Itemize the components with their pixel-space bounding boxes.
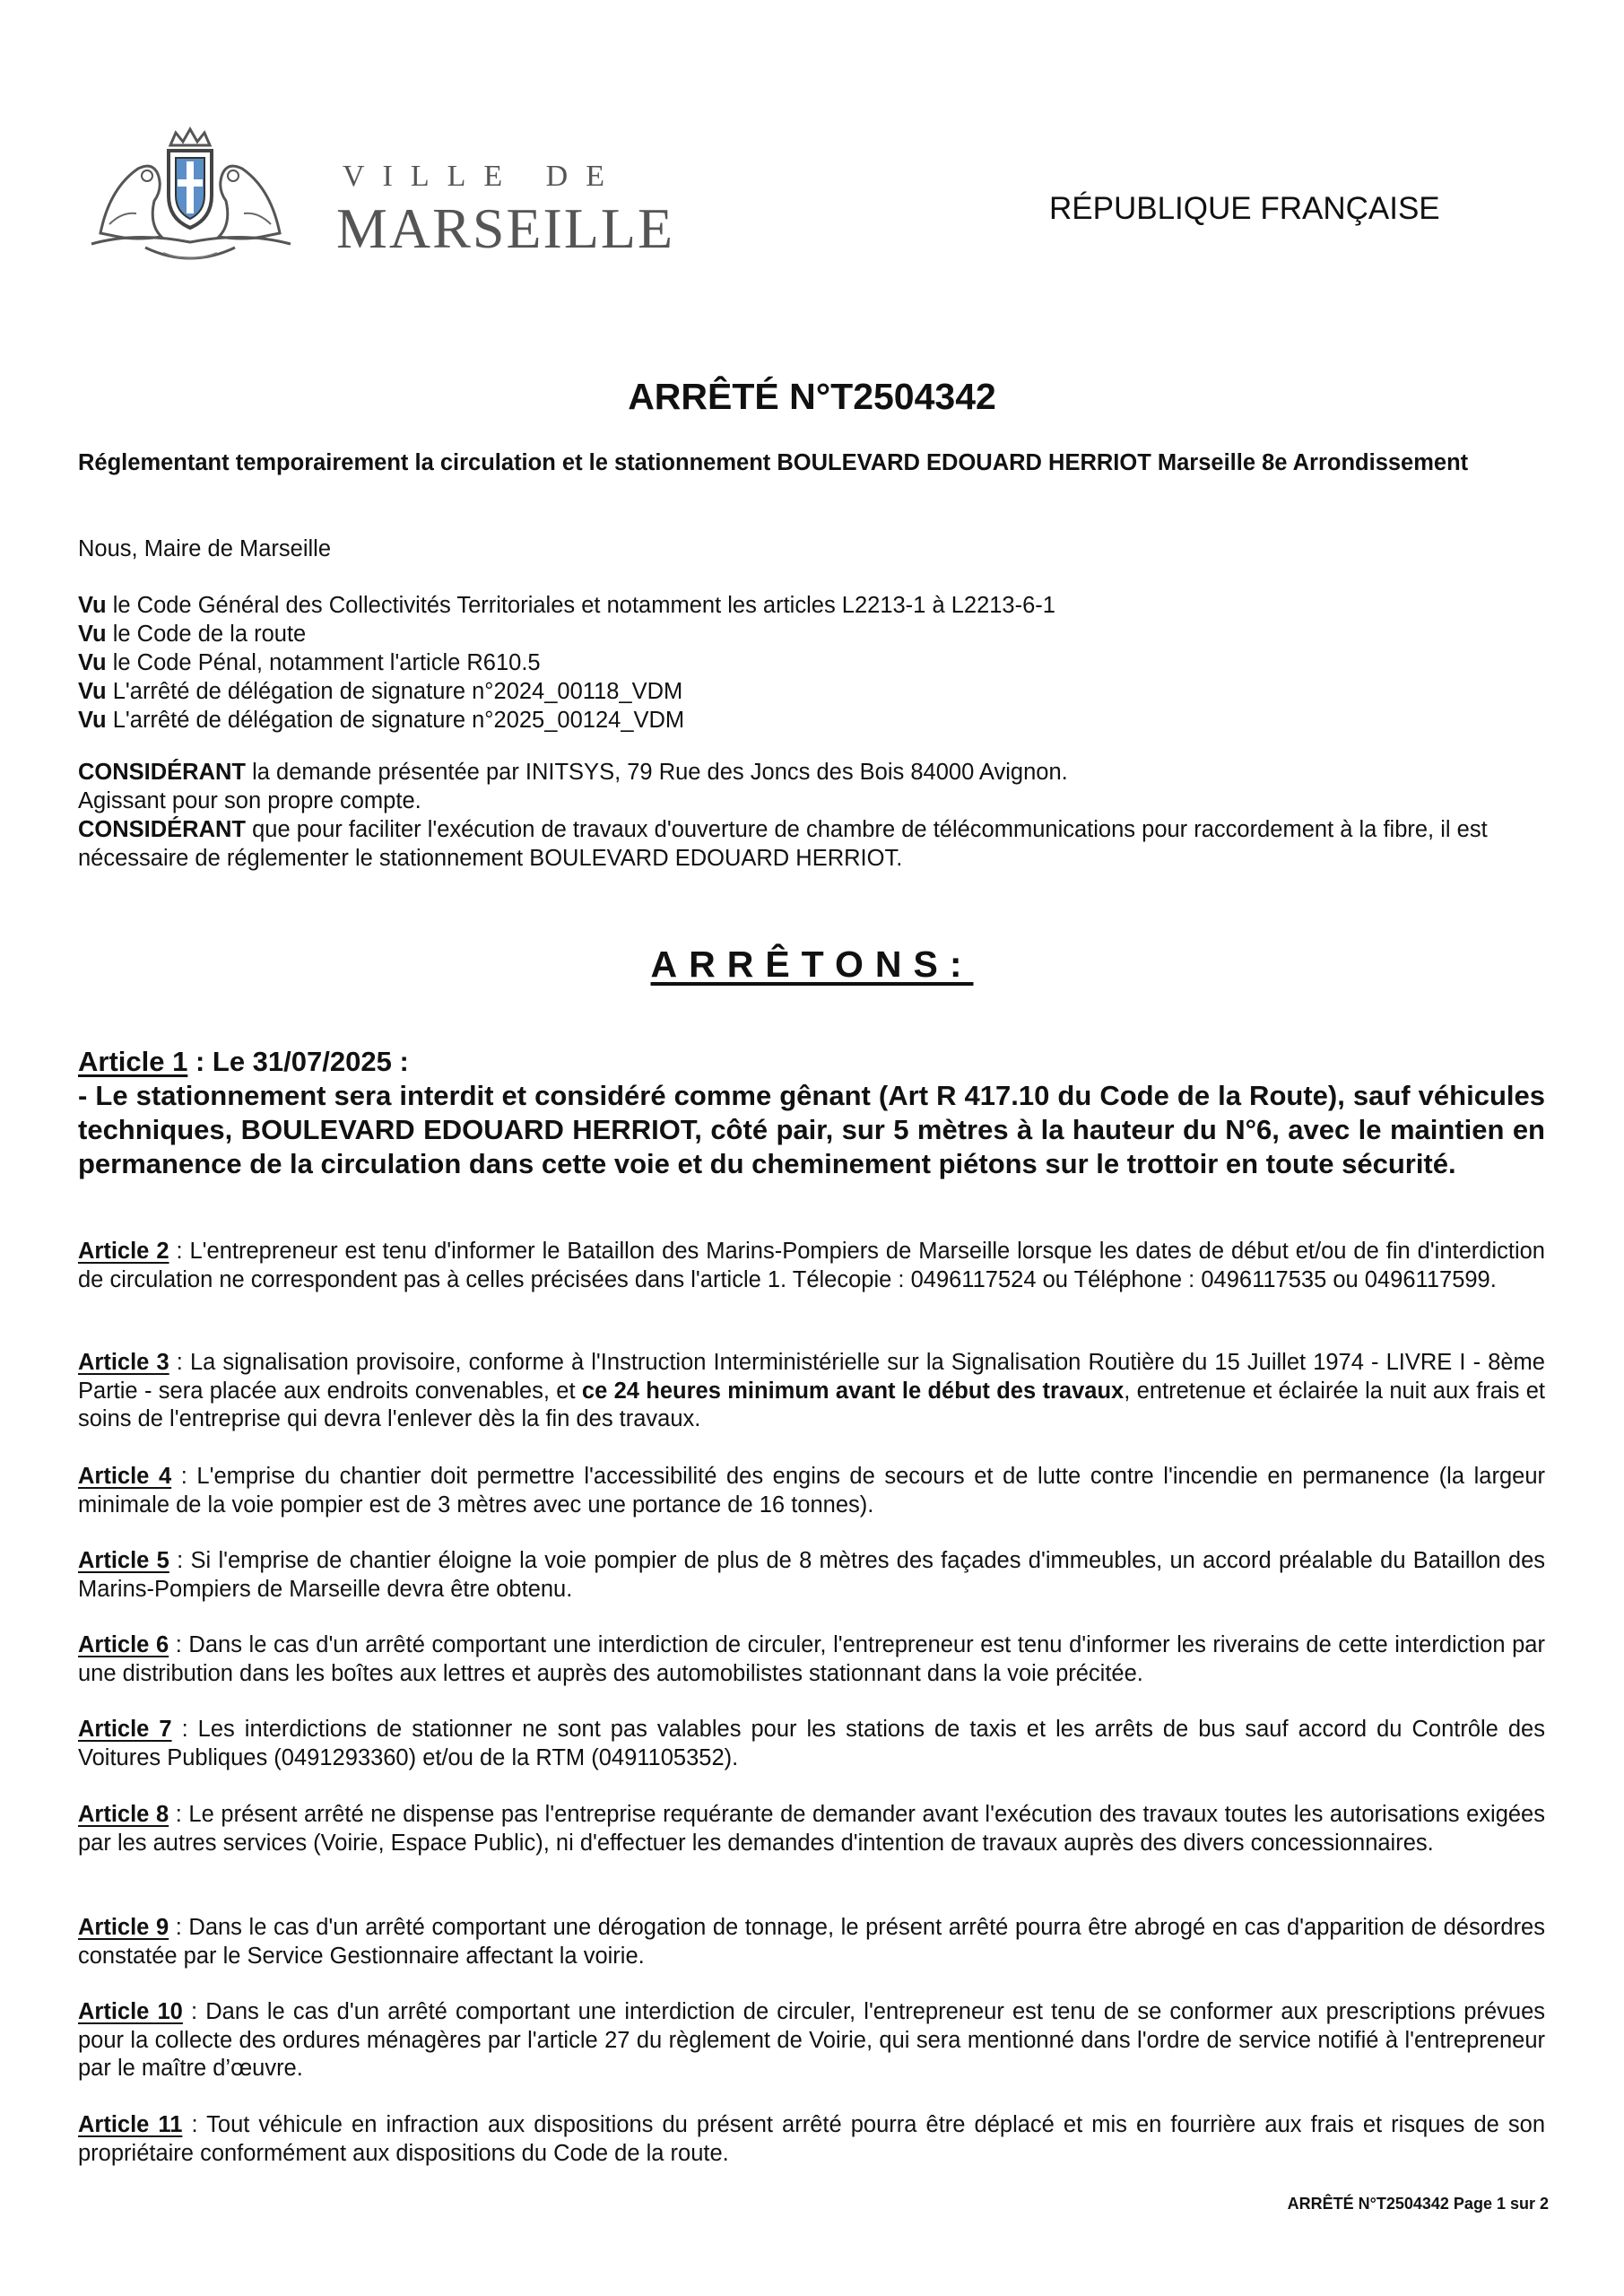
article-1-heading bbox=[78, 1045, 1545, 1079]
article-label: Article 10 bbox=[78, 1999, 183, 2024]
article-label: Article 4 bbox=[78, 1464, 172, 1489]
article-text: : Dans le cas d'un arrêté comportant une interdiction de circuler, l'entrepreneur est tenu de se conformer aux prescriptions prévues pour la collecte des ordures ménagères par l'article 27 du règlement de Voirie, qui sera mentionné dans l'ordre de service notifié à l'entrepreneur par le maître d’œuvre. bbox=[78, 1999, 1546, 2081]
vu-label: Vu bbox=[78, 593, 107, 618]
article-label: Article 1 bbox=[78, 1046, 188, 1077]
vu-text: L'arrêté de délégation de signature n°2025_00124_VDM bbox=[106, 708, 685, 733]
logo-line-1: VILLE DE bbox=[343, 160, 623, 193]
logo-line-2: MARSEILLE bbox=[336, 196, 675, 260]
vus-list bbox=[78, 591, 1545, 735]
arretons-heading: ARRÊTONS: bbox=[650, 944, 974, 985]
article-11 bbox=[78, 2111, 1545, 2168]
article-6 bbox=[78, 1631, 1545, 1688]
vu-item bbox=[78, 620, 1545, 648]
vu-label: Vu bbox=[78, 708, 107, 733]
page-footer: ARRÊTÉ N°T2504342 Page 1 sur 2 bbox=[1287, 2195, 1549, 2213]
article-text: , entretenue et éclairée la nuit aux frais et soins de l'entreprise qui devra l'enlever dès la fin des travaux. bbox=[78, 1378, 1545, 1431]
article-text: : L'emprise du chantier doit permettre l'accessibilité des engins de secours et de lutte contre l'incendie en permanence (la largeur minimale de la voie pompier est de 3 mètres avec une portance de 16 tonnes). bbox=[78, 1464, 1545, 1518]
considerants bbox=[78, 758, 1545, 873]
article-text: : Le présent arrêté ne dispense pas l'entreprise requérante de demander avant l'exécution des travaux toutes les autorisations exigées par les autres services (Voirie, Espace Public), ni d'effectuer les demandes d'intention de travaux auprès des divers concessionnaires. bbox=[78, 1802, 1545, 1856]
article-text: : La signalisation provisoire, conforme à l'Instruction Interministérielle sur la Signalisation Routière du 15 Juillet 1974 - LIVRE I - 8ème Partie - sera placée aux endroits convenables, et bbox=[78, 1350, 1545, 1404]
article-label: Article 7 bbox=[78, 1717, 172, 1742]
vu-item bbox=[78, 591, 1545, 620]
article-1-text: - Le stationnement sera interdit et considéré comme gênant (Art R 417.10 du Code de la Route), sauf véhicules techniques, BOULEVARD EDOUARD HERRIOT, côté pair, sur 5 mètres à la hauteur du N°6, avec le maintien en permanence de la circulation dans cette voie et du cheminement piétons sur le trottoir en toute sécurité. bbox=[78, 1080, 1545, 1179]
vu-text: L'arrêté de délégation de signature n°2024_00118_VDM bbox=[106, 679, 683, 704]
vu-item bbox=[78, 648, 1545, 677]
vu-item bbox=[78, 706, 1545, 735]
article-label: Article 9 bbox=[78, 1915, 169, 1940]
article-1 bbox=[78, 1045, 1545, 1181]
vu-label: Vu bbox=[78, 622, 107, 647]
considerant-text: que pour faciliter l'exécution de travaux d'ouverture de chambre de télécommunications pour raccordement à la fibre, il est nécessaire de réglementer le stationnement BOULEVARD EDOUARD HERRIOT. bbox=[78, 817, 1488, 871]
arrete-title: ARRÊTÉ N°T2504342 bbox=[628, 376, 996, 417]
considerant-1 bbox=[78, 758, 1545, 787]
article-label: Article 5 bbox=[78, 1548, 169, 1573]
considerant-label: CONSIDÉRANT bbox=[78, 817, 247, 842]
article-text: : Si l'emprise de chantier éloigne la voie pompier de plus de 8 mètres des façades d'immeubles, un accord préalable du Bataillon des Marins-Pompiers de Marseille devra être obtenu. bbox=[78, 1548, 1546, 1602]
article-label: Article 2 bbox=[78, 1239, 169, 1264]
article-text: : Dans le cas d'un arrêté comportant une interdiction de circuler, l'entrepreneur est tenu d'informer les riverains de cette interdiction par une distribution dans les boîtes aux lettres et auprès des automobilistes stationnant dans la voie précitée. bbox=[78, 1632, 1545, 1686]
article-10 bbox=[78, 1998, 1545, 2083]
vu-text: le Code Général des Collectivités Territoriales et notamment les articles L2213-1 à L2213-6-1 bbox=[106, 593, 1055, 618]
vu-label: Vu bbox=[78, 679, 107, 704]
article-3 bbox=[78, 1349, 1545, 1434]
city-logo bbox=[83, 126, 675, 269]
article-text: : Les interdictions de stationner ne sont pas valables pour les stations de taxis et les arrêts de bus sauf accord du Contrôle des Voitures Publiques (0491293360) et/ou de la RTM (0491105352). bbox=[78, 1717, 1545, 1770]
article-text: : Tout véhicule en infraction aux dispositions du présent arrêté pourra être déplacé et mis en fourrière aux frais et risques de son propriétaire conformément aux dispositions du Code de la route. bbox=[78, 2112, 1545, 2166]
maire-line: Nous, Maire de Marseille bbox=[78, 536, 332, 561]
article-text: : Dans le cas d'un arrêté comportant une dérogation de tonnage, le présent arrêté pourra être abrogé en cas d'apparition de désordres constatée par le Service Gestionnaire affectant la voirie. bbox=[78, 1915, 1545, 1969]
article-7 bbox=[78, 1716, 1545, 1772]
vu-label: Vu bbox=[78, 650, 107, 675]
article-5 bbox=[78, 1547, 1545, 1604]
article-8 bbox=[78, 1801, 1545, 1857]
arrete-subject: Réglementant temporairement la circulation et le stationnement BOULEVARD EDOUARD HERRIOT Marseille 8e Arrondissement bbox=[78, 450, 1469, 475]
article-label: Article 3 bbox=[78, 1350, 169, 1375]
coat-of-arms-icon bbox=[83, 126, 316, 269]
considerant-2 bbox=[78, 815, 1545, 873]
considerant-text: la demande présentée par INITSYS, 79 Rue des Joncs des Bois 84000 Avignon. bbox=[246, 760, 1068, 785]
vu-item bbox=[78, 677, 1545, 706]
considerant-label: CONSIDÉRANT bbox=[78, 760, 247, 785]
considerant-1-line-2: Agissant pour son propre compte. bbox=[78, 788, 421, 813]
article-label: Article 6 bbox=[78, 1632, 169, 1657]
article-label: Article 8 bbox=[78, 1802, 169, 1827]
article-1-date: : Le 31/07/2025 : bbox=[187, 1046, 409, 1077]
article-text: : L'entrepreneur est tenu d'informer le Bataillon des Marins-Pompiers de Marseille lorsque les dates de début et/ou de fin d'interdiction de circulation ne correspondent pas à celles précisées dans l'article 1. Télecopie : 0496117524 ou Téléphone : 0496117535 ou 0496117599. bbox=[78, 1239, 1545, 1292]
republique-francaise-heading: RÉPUBLIQUE FRANÇAISE bbox=[1049, 191, 1440, 226]
article-2 bbox=[78, 1238, 1545, 1294]
article-label: Article 11 bbox=[78, 2112, 183, 2137]
article-4 bbox=[78, 1463, 1545, 1519]
vu-text: le Code de la route bbox=[106, 622, 307, 647]
article-9 bbox=[78, 1914, 1545, 1970]
vu-text: le Code Pénal, notamment l'article R610.5 bbox=[106, 650, 541, 675]
article-text-bold: ce 24 heures minimum avant le début des travaux bbox=[581, 1378, 1125, 1404]
